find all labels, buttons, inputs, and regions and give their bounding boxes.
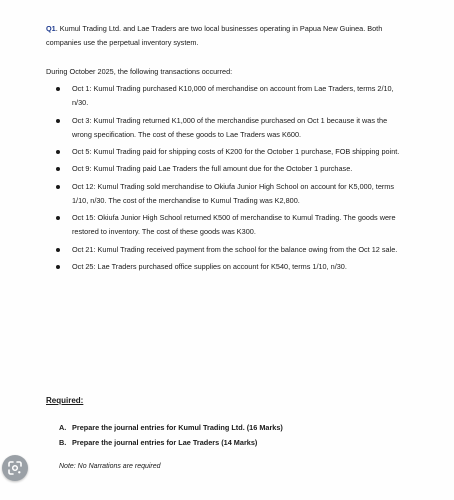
- required-heading: Required:: [46, 396, 84, 405]
- transaction-list: [53, 82, 409, 277]
- part-text: Prepare the journal entries for Kumul Trading Ltd. (16 Marks): [72, 423, 283, 432]
- google-lens-button[interactable]: [2, 455, 28, 481]
- transaction-item: Oct 9: Kumul Trading paid Lae Traders the full amount due for the October 1 purchase.: [53, 162, 409, 176]
- transactions-lead: During October 2025, the following transactions occurred:: [46, 67, 233, 76]
- transaction-item: Oct 15: Okiufa Junior High School returned K500 of merchandise to Kumul Trading. The goods were restored to inventory. The cost of these goods was K300.: [53, 211, 409, 239]
- part-label: A.: [59, 423, 67, 432]
- transaction-item: Oct 25: Lae Traders purchased office supplies on account for K540, terms 1/10, n/30.: [53, 260, 409, 274]
- question-number: Q1: [46, 24, 56, 33]
- transaction-item: Oct 1: Kumul Trading purchased K10,000 of merchandise on account from Lae Traders, terms 2/10, n/30.: [53, 82, 409, 110]
- question-intro: [46, 22, 416, 50]
- note-text: Note: No Narrations are required: [59, 463, 161, 470]
- required-part-b: [59, 435, 283, 450]
- transaction-item: Oct 12: Kumul Trading sold merchandise to Okiufa Junior High School on account for K5,000, terms 1/10, n/30. The cost of the merchandise to Kumul Trading was K2,800.: [53, 180, 409, 208]
- required-parts: [59, 420, 283, 450]
- transaction-item: Oct 3: Kumul Trading returned K1,000 of the merchandise purchased on Oct 1 because it was the wrong specification. The cost of these goods to Lae Traders was K600.: [53, 114, 409, 142]
- required-part-a: [59, 420, 283, 435]
- part-label: B.: [59, 438, 67, 447]
- transaction-item: Oct 5: Kumul Trading paid for shipping costs of K200 for the October 1 purchase, FOB shipping point.: [53, 145, 409, 159]
- question-dot: .: [55, 24, 60, 33]
- part-text: Prepare the journal entries for Lae Traders (14 Marks): [72, 438, 258, 447]
- transaction-item: Oct 21: Kumul Trading received payment from the school for the balance owing from the Oct 12 sale.: [53, 243, 409, 257]
- google-lens-icon: [7, 460, 23, 476]
- question-intro-text: Kumul Trading Ltd. and Lae Traders are two local businesses operating in Papua New Guinea. Both companies use the perpetual inventory system.: [46, 24, 383, 47]
